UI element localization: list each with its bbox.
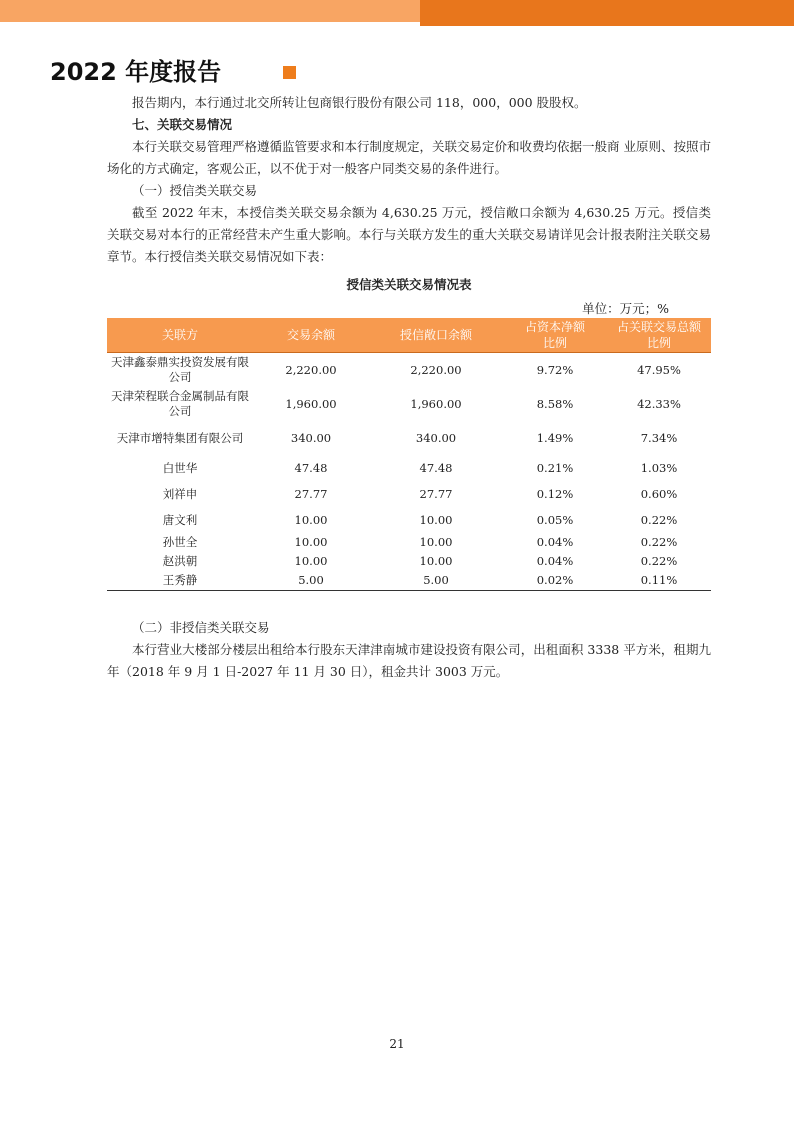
cell-exposure: 27.77 <box>419 486 453 501</box>
cell-balance: 27.77 <box>294 486 328 501</box>
cell-balance: 340.00 <box>290 430 332 445</box>
cell-exposure: 5.00 <box>369 571 503 591</box>
cell-balance: 10.00 <box>294 535 328 549</box>
header-total-ratio-line2: 比例 <box>646 336 671 350</box>
cell-party: 刘祥申 <box>162 486 198 501</box>
cell-party: 孙世全 <box>162 535 198 549</box>
cell-balance: 5.00 <box>253 571 369 591</box>
cell-capital-ratio: 0.04% <box>536 535 574 549</box>
header-capital-ratio-line1: 占资本净额 <box>524 320 585 334</box>
cell-party: 白世华 <box>162 460 198 475</box>
header-capital-ratio-line2: 比例 <box>542 336 567 350</box>
table-header-row <box>107 318 711 353</box>
cell-balance: 10.00 <box>294 554 328 568</box>
cell-exposure: 10.00 <box>419 512 453 527</box>
cell-total-ratio: 0.11% <box>607 571 711 591</box>
cell-exposure: 10.00 <box>419 554 453 568</box>
table-row <box>107 533 711 552</box>
cell-total-ratio: 0.22% <box>640 535 678 549</box>
paragraph-credit-summary: 截至 2022 年末，本授信类关联交易余额为 4,630.25 万元，授信敞口余额为 4,630.25 万元。授信类关联交易对本行的正常经营未产生重大影响。本行与关联方发生的重大关联交易请详见会计报表附注关联交易章节。本行授信类关联交易情况如下表： <box>107 205 711 264</box>
table-title: 授信类关联交易情况表 <box>346 277 472 292</box>
cell-capital-ratio: 0.05% <box>536 512 574 527</box>
cell-balance: 1,960.00 <box>285 396 337 411</box>
cell-exposure: 340.00 <box>415 430 457 445</box>
cell-party: 赵洪朝 <box>162 554 198 568</box>
cell-total-ratio: 0.22% <box>640 512 678 527</box>
cell-balance: 47.48 <box>294 460 328 475</box>
related-transactions-table <box>107 318 711 591</box>
cell-capital-ratio: 9.72% <box>536 362 574 377</box>
cell-total-ratio: 1.03% <box>640 460 678 475</box>
table-row <box>107 571 711 591</box>
report-title: 2022 年度报告 <box>50 58 222 86</box>
header-balance: 交易余额 <box>253 318 369 353</box>
table-row <box>107 421 711 455</box>
cell-capital-ratio: 0.04% <box>536 554 574 568</box>
subheading-non-credit-transactions: （二）非授信类关联交易 <box>132 620 270 635</box>
cell-party: 天津荣程联合金属制品有限公司 <box>111 389 249 418</box>
cell-exposure: 10.00 <box>419 535 453 549</box>
table-row <box>107 552 711 571</box>
paragraph-lease: 本行营业大楼部分楼层出租给本行股东天津津南城市建设投资有限公司，出租面积 3338 平方米，租期九年（2018 年 9 月 1 日-2027 年 11 月 30 日），租金共计 3003 万元。 <box>107 642 711 679</box>
paragraph-policy: 本行关联交易管理严格遵循监管要求和本行制度规定，关联交易定价和收费均依据一般商 业原则、按照市场化的方式确定，客观公正，以不优于对一般客户同类交易的条件进行。 <box>107 139 711 176</box>
cell-party: 王秀静 <box>107 571 253 591</box>
section-heading-related-transactions: 七、关联交易情况 <box>132 117 233 132</box>
header-total-ratio <box>607 318 711 353</box>
page-number: 21 <box>389 1037 405 1051</box>
cell-exposure: 1,960.00 <box>410 396 462 411</box>
paragraph-share-transfer: 报告期内，本行通过北交所转让包商银行股份有限公司 118，000，000 股股权。 <box>132 95 587 110</box>
subheading-credit-transactions: （一）授信类关联交易 <box>132 183 258 198</box>
table-row <box>107 481 711 507</box>
cell-exposure: 2,220.00 <box>410 362 462 377</box>
table-row <box>107 455 711 481</box>
cell-exposure: 47.48 <box>419 460 453 475</box>
table-unit: 单位：万元；% <box>582 301 669 316</box>
header-party: 关联方 <box>107 318 253 353</box>
header-capital-ratio <box>503 318 607 353</box>
cell-capital-ratio: 8.58% <box>536 396 574 411</box>
cell-capital-ratio: 0.21% <box>536 460 574 475</box>
header-band-dark <box>420 0 794 26</box>
cell-total-ratio: 47.95% <box>637 362 681 377</box>
cell-party: 天津鑫泰鼎实投资发展有限公司 <box>111 355 249 384</box>
cell-total-ratio: 0.22% <box>640 554 678 568</box>
table-row <box>107 507 711 533</box>
cell-capital-ratio: 0.02% <box>503 571 607 591</box>
table-row <box>107 387 711 421</box>
cell-capital-ratio: 1.49% <box>536 430 574 445</box>
cell-party: 天津市增特集团有限公司 <box>116 430 244 445</box>
header-exposure: 授信敞口余额 <box>369 318 503 353</box>
cell-party: 唐文利 <box>162 512 198 527</box>
table-row <box>107 353 711 388</box>
cell-total-ratio: 0.60% <box>640 486 678 501</box>
cell-balance: 10.00 <box>294 512 328 527</box>
header-total-ratio-line1: 占关联交易总额 <box>616 320 701 334</box>
cell-balance: 2,220.00 <box>285 362 337 377</box>
page-content <box>107 92 711 683</box>
cell-total-ratio: 42.33% <box>637 396 681 411</box>
title-square-icon <box>283 66 296 79</box>
cell-capital-ratio: 0.12% <box>536 486 574 501</box>
cell-total-ratio: 7.34% <box>640 430 678 445</box>
